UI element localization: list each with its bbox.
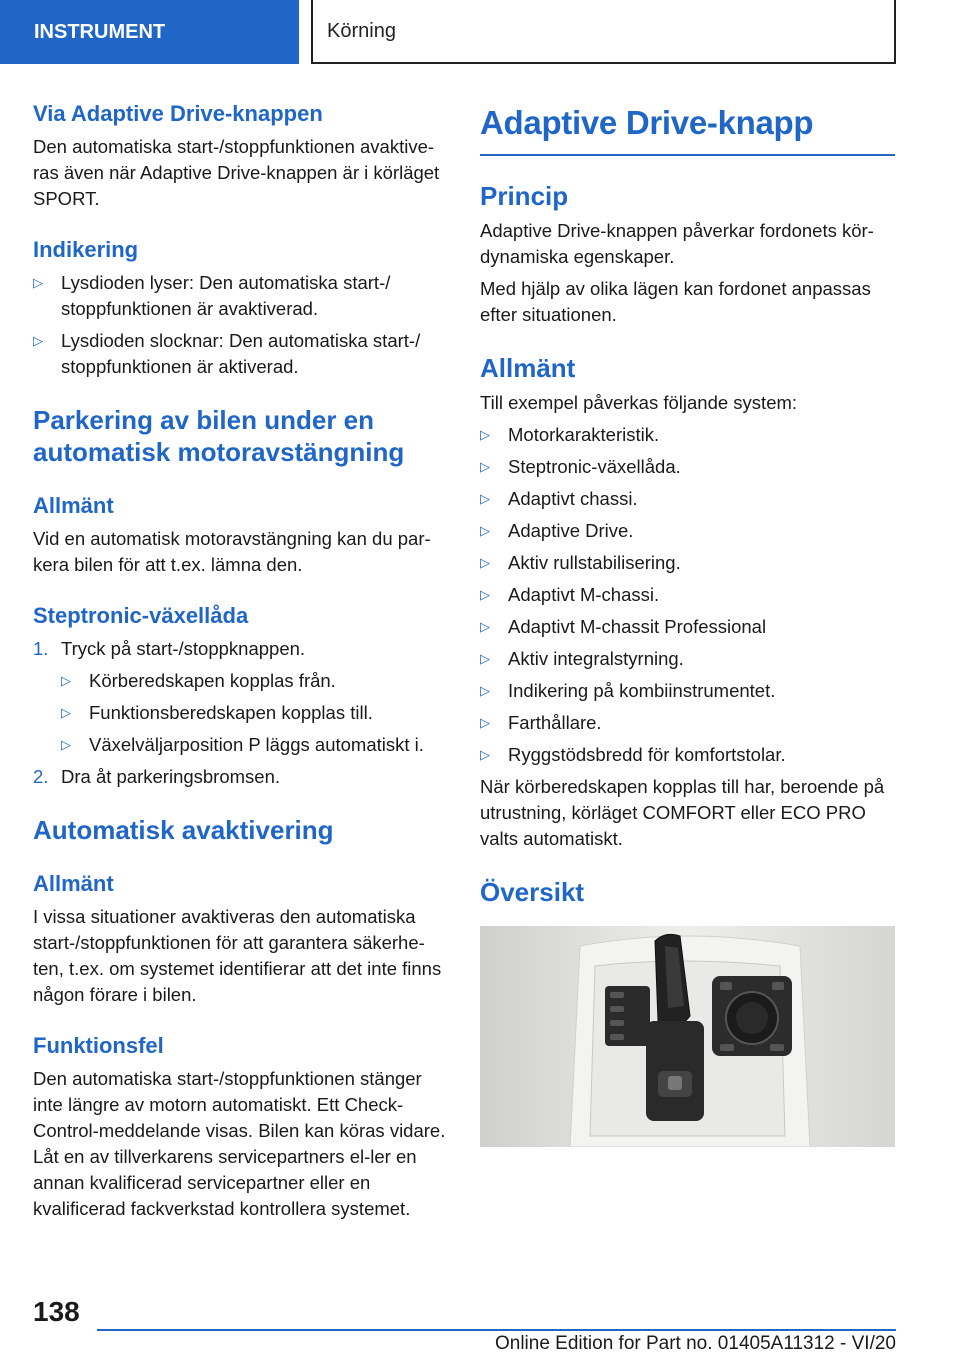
paragraph-adaptive-drive: Den automatiska start-/stoppfunktionen avaktive-ras även när Adaptive Drive-knappen är i körläget SPORT.	[33, 136, 440, 209]
footer-divider	[97, 1329, 896, 1331]
list-item: ▷ Adaptive Drive.	[480, 518, 895, 544]
edition-footer: Online Edition for Part no. 01405A11312 - VI/20	[494, 1333, 896, 1354]
sub-list-item: ▷ Körberedskapen kopplas från.	[33, 668, 446, 694]
chapter-title: Körning	[327, 19, 396, 42]
heading-adaptive-drive-button: Via Adaptive Drive-knappen	[33, 101, 323, 126]
list-item: ▷ Adaptivt M-chassi.	[480, 582, 895, 608]
step-number: 1.	[33, 638, 49, 659]
left-column	[33, 100, 446, 1222]
center-console-photo	[480, 926, 895, 1147]
paragraph-allmant-intro: Till exempel påverkas följande system:	[480, 392, 798, 413]
list-item: ▷ Farthållare.	[480, 710, 895, 736]
paragraph-funktionsfel: Den automatiska start-/stoppfunktionen stänger inte längre av motorn automatiskt. Ett Check-Control-meddelande visas. Bilen kan köras vidare. Låt en av tillverkarens servicepartners el-ler en annan kvalificerad servicepartner eller en kvalificerad fackverkstad kontrollera systemet.	[33, 1068, 446, 1219]
page-number: 138	[33, 1296, 80, 1327]
step-text: Dra åt parkeringsbromsen.	[61, 766, 281, 787]
heading-funktionsfel: Funktionsfel	[33, 1033, 164, 1058]
paragraph-allmant-2: I vissa situationer avaktiveras den automatiska start-/stoppfunktionen för att garantera säkerhe-ten, t.ex. om systemet identifierar att det inte finns någon förare i bilen.	[33, 906, 442, 1005]
list-item: ▷ Adaptivt chassi.	[480, 486, 895, 512]
heading-oversikt: Översikt	[480, 877, 585, 907]
heading-princip: Princip	[480, 181, 569, 211]
center-console-illustration	[480, 926, 895, 1147]
list-item: ▷ Ryggstödsbredd för komfortstolar.	[480, 742, 895, 768]
heading-parkering: Parkering av bilen under en automatisk motoravstängning	[33, 405, 405, 467]
section-title: INSTRUMENT	[34, 20, 166, 43]
list-item: ▷ Aktiv rullstabilisering.	[480, 550, 895, 576]
heading-allmant-1: Allmänt	[33, 493, 114, 518]
sub-list-item: ▷ Växelväljarposition P läggs automatiskt i.	[33, 732, 446, 758]
paragraph-princip-2: Med hjälp av olika lägen kan fordonet anpassas efter situationen.	[480, 278, 871, 325]
list-item: ▷ Aktiv integralstyrning.	[480, 646, 895, 672]
right-column	[480, 100, 895, 1147]
list-item: ▷ Lysdioden lyser: Den automatiska start-/ stoppfunktionen är avaktiverad.	[33, 270, 446, 322]
sub-list-item: ▷ Funktionsberedskapen kopplas till.	[33, 700, 446, 726]
step-item	[33, 764, 446, 790]
section-tab	[0, 0, 299, 64]
paragraph-princip-1: Adaptive Drive-knappen påverkar fordonets kör-dynamiska egenskaper.	[480, 220, 874, 267]
heading-allmant-2: Allmänt	[33, 871, 114, 896]
list-item: ▷ Indikering på kombiinstrumentet.	[480, 678, 895, 704]
list-item: ▷ Steptronic-växellåda.	[480, 454, 895, 480]
step-item	[33, 636, 446, 662]
heading-indikering: Indikering	[33, 237, 139, 262]
heading-automatisk-avaktivering: Automatisk avaktivering	[33, 815, 334, 845]
systems-list	[480, 422, 895, 768]
chapter-header	[311, 0, 896, 64]
list-item: ▷ Adaptivt M-chassit Professional	[480, 614, 895, 640]
step-number: 2.	[33, 766, 49, 787]
steptronic-steps	[33, 636, 446, 790]
step-text: Tryck på start-/stoppknappen.	[61, 638, 306, 659]
paragraph-allmant-1: Vid en automatisk motoravstängning kan du par-kera bilen för att t.ex. lämna den.	[33, 528, 431, 575]
list-item: ▷ Motorkarakteristik.	[480, 422, 895, 448]
indikering-list	[33, 270, 446, 380]
heading-allmant-right: Allmänt	[480, 353, 576, 383]
heading-steptronic: Steptronic-växellåda	[33, 603, 249, 628]
paragraph-outro: När körberedskapen kopplas till har, beroende på utrustning, körläget COMFORT eller ECO PRO valts automatiskt.	[480, 776, 885, 849]
list-item: ▷ Lysdioden slocknar: Den automatiska start-/ stoppfunktionen är aktiverad.	[33, 328, 446, 380]
heading-adaptive-drive-knapp: Adaptive Drive-knapp	[480, 104, 895, 156]
